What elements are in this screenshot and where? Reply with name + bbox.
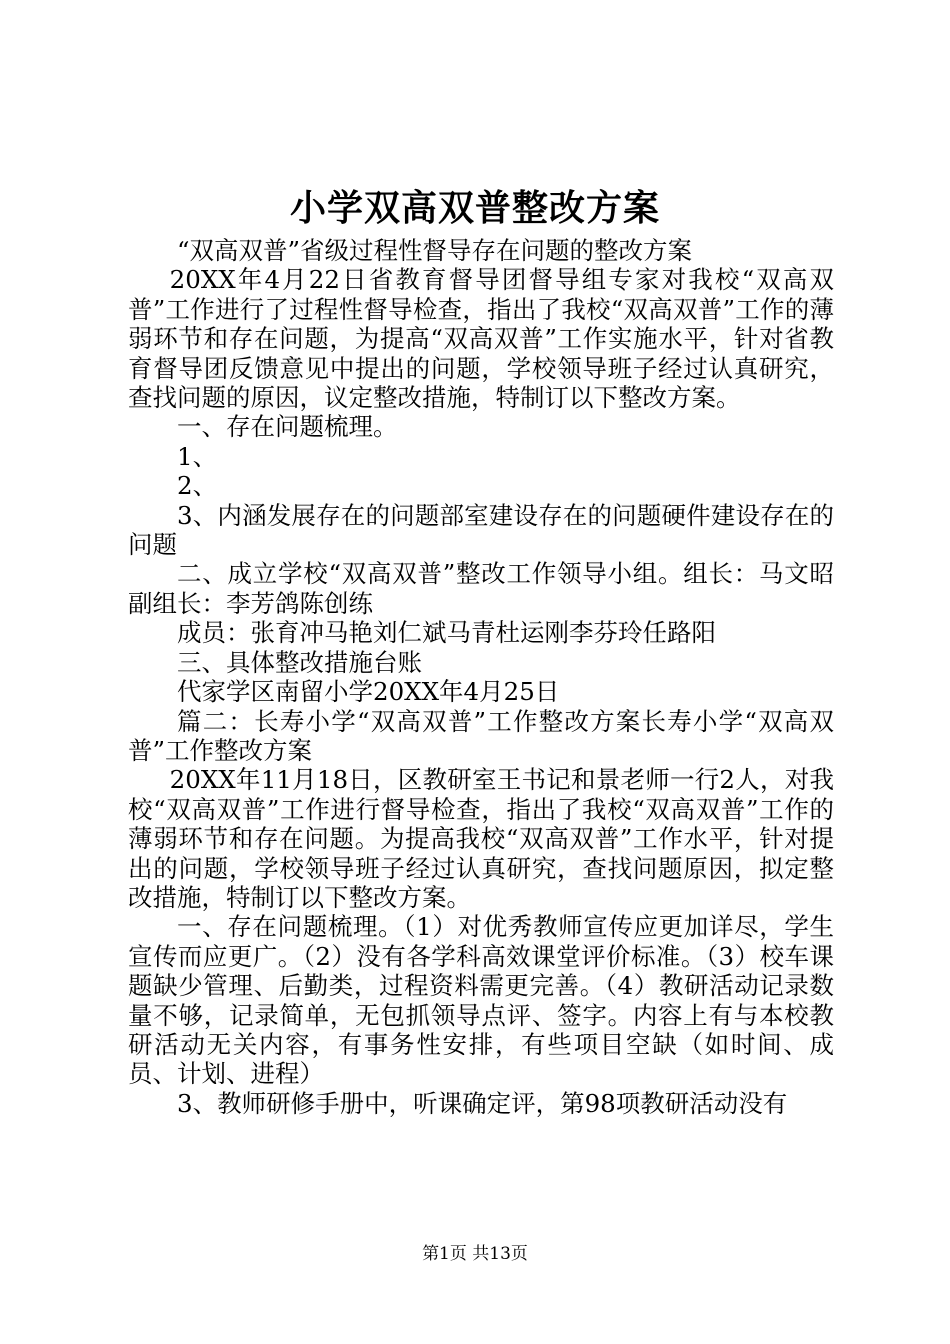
paragraph: 二、成立学校“双高双普”整改工作领导小组。组长：马文昭副组长：李芳鸽陈创练 [128, 559, 834, 618]
subtitle-paragraph: “双高双普”省级过程性督导存在问题的整改方案 [177, 236, 693, 265]
paragraph: 20XX年4月22日省教育督导团督导组专家对我校“双高双普”工作进行了过程性督导检查，指出了我校“双高双普”工作的薄弱环节和存在问题，为提高“双高双普”工作实施水平，针对省教育督导团反馈意见中提出的问题，学校领导班子经过认真研究，查找问题的原因，议定整改措施，特制订以下整改方案。 [128, 265, 834, 413]
paragraph: 篇二：长寿小学“双高双普”工作整改方案长寿小学“双高双普”工作整改方案 [128, 706, 834, 765]
list-item: 1、 [177, 441, 218, 471]
signature-line: 代家学区南留小学20XX年4月25日 [177, 677, 560, 707]
page-number: 第1页 共13页 [422, 1244, 528, 1264]
paragraph: 20XX年11月18日，区教研室王书记和景老师一行2人，对我校“双高双普”工作进行督导检查，指出了我校“双高双普”工作的薄弱环节和存在问题。为提高我校“双高双普”工作水平，针对提出的问题，学校领导班子经过认真研究，查找问题原因，拟定整改措施，特制订以下整改方案。 [128, 765, 834, 912]
section-heading: 一、存在问题梳理。 [177, 412, 398, 442]
paragraph: 3、教师研修手册中，听课确定评，第98项教研活动没有 [177, 1088, 788, 1118]
document-body [128, 236, 834, 1118]
document-title: 小学双高双普整改方案 [289, 187, 660, 229]
list-item: 2、 [177, 471, 218, 501]
paragraph: 成员：张育冲马艳刘仁斌马青杜运刚李芬玲任路阳 [177, 618, 716, 648]
paragraph: 一、存在问题梳理。（1）对优秀教师宣传应更加详尽，学生宣传而应更广。（2）没有各学科高效课堂评价标准。（3）校车课题缺少管理、后勤类，过程资料需更完善。（4）教研活动记录数量不够，记录简单，无包抓领导点评、签字。内容上有与本校教研活动无关内容，有事务性安排，有些项目空缺（如时间、成员、计划、进程） [128, 912, 834, 1089]
section-heading: 三、具体整改措施台账 [177, 647, 422, 677]
list-item: 3、内涵发展存在的问题部室建设存在的问题硬件建设存在的问题 [128, 500, 834, 560]
